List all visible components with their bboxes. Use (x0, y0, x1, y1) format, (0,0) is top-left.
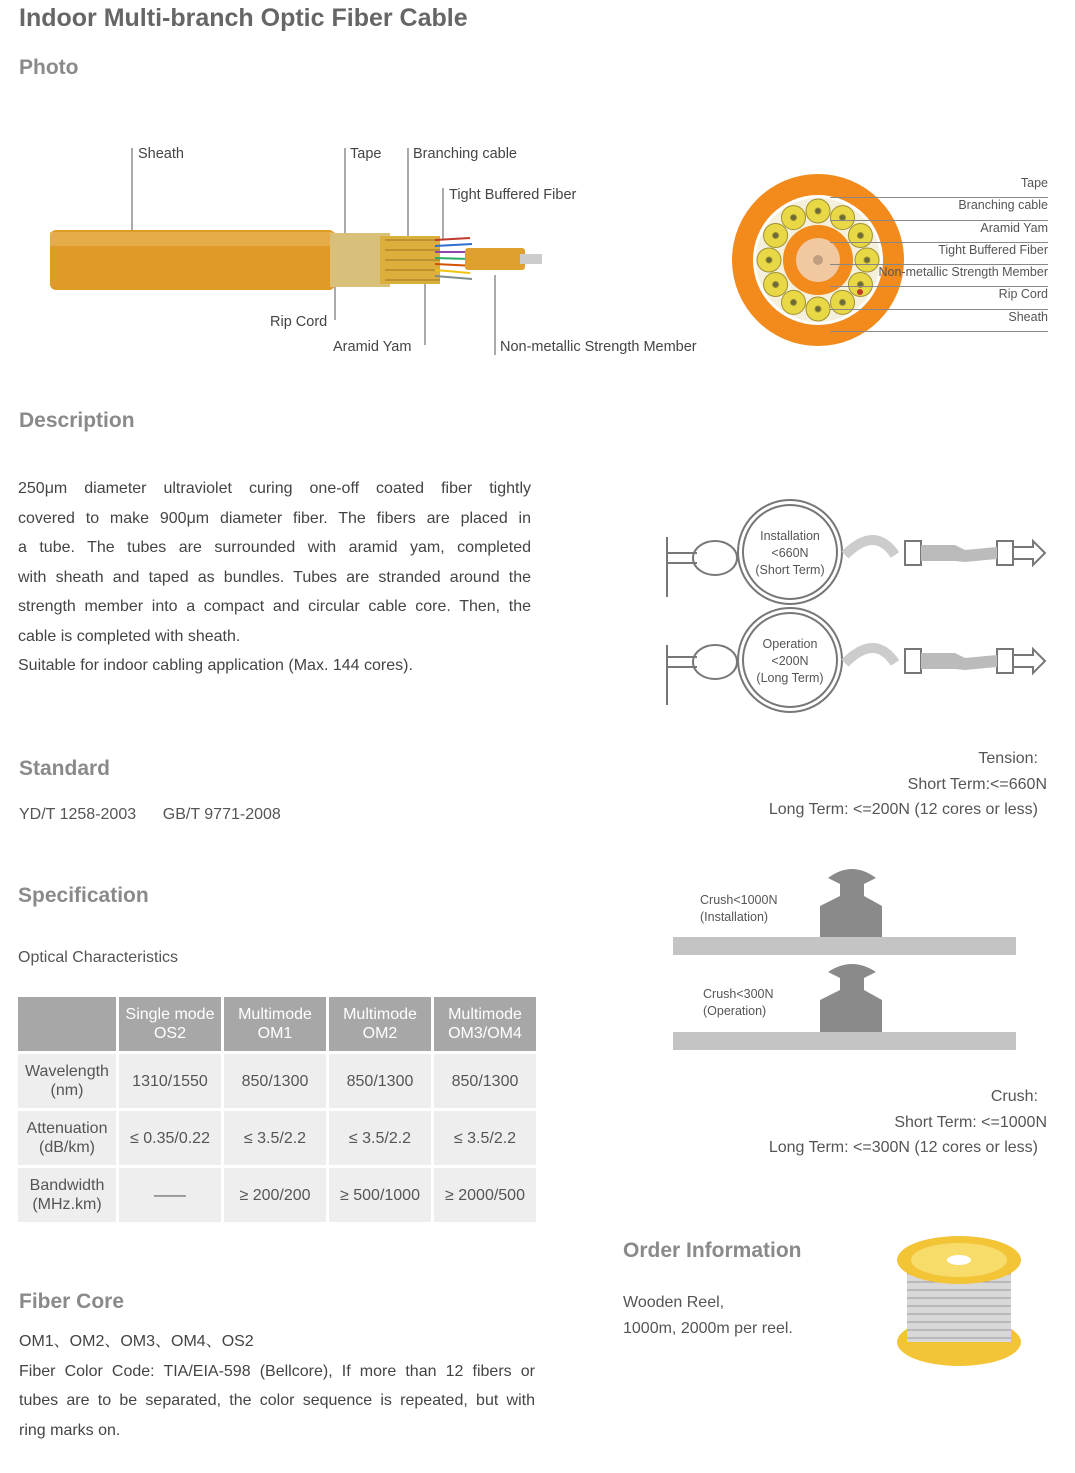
description-heading: Description (19, 409, 135, 432)
strength-member-label: Non-metallic Strength Member (500, 339, 697, 355)
table-cell: —— (119, 1168, 221, 1222)
table-cell: ≤ 3.5/2.2 (224, 1111, 326, 1165)
description-text (18, 474, 531, 681)
aramid-yam-label: Aramid Yam (333, 339, 412, 355)
cs-label-aramid: Aramid Yam (830, 221, 1048, 243)
photo-heading: Photo (19, 56, 79, 79)
table-cell: ≤ 3.5/2.2 (329, 1111, 431, 1165)
tension-operation-label (746, 636, 834, 687)
branching-cable-label: Branching cable (413, 146, 517, 162)
table-cell: 850/1300 (434, 1054, 536, 1108)
table-cell: ≥ 500/1000 (329, 1168, 431, 1222)
fiber-core-types: OM1、OM2、OM3、OM4、OS2 (19, 1333, 254, 1350)
crush-heading: Crush: (990, 1088, 1038, 1105)
page-title: Indoor Multi-branch Optic Fiber Cable (19, 4, 468, 32)
fiber-core-text (19, 1327, 535, 1445)
tension-values (700, 746, 1047, 823)
tube-fiber (815, 306, 821, 312)
fiber-color-line: ring marks on. (19, 1421, 121, 1439)
table-cell: 850/1300 (224, 1054, 326, 1108)
row-header: Wavelength (nm) (18, 1054, 116, 1108)
row-header: Bandwidth (MHz.km) (18, 1168, 116, 1222)
column-header: Multimode OM1 (224, 997, 326, 1051)
description-line: Suitable for indoor cabling application (Max. 144 cores). (18, 657, 413, 674)
tube-fiber (791, 215, 797, 221)
tension-short: Short Term:<=660N (907, 775, 1047, 793)
tension-installation-label (746, 528, 834, 579)
order-text (623, 1290, 793, 1342)
column-header: Multimode OM2 (329, 997, 431, 1051)
tension-install-line: Installation (760, 529, 820, 543)
tube-fiber (766, 257, 772, 263)
sheath-label: Sheath (138, 146, 184, 162)
crush-long: Long Term: <=300N (12 cores or less) (768, 1139, 1038, 1156)
cs-label-tbf: Tight Buffered Fiber (830, 243, 1048, 265)
fiber-color-line: Fiber Color Code: TIA/EIA-598 (Bellcore), If more than 12 fibers or (19, 1362, 535, 1380)
tube-fiber (791, 299, 797, 305)
tension-oper-line: <200N (771, 654, 809, 668)
standard-heading: Standard (19, 757, 111, 780)
wooden-reel-image (893, 1230, 1028, 1370)
tube-fiber (815, 208, 821, 214)
tight-buffered-fiber-label: Tight Buffered Fiber (449, 187, 577, 203)
tension-install-line: <660N (771, 546, 809, 560)
tension-diagram (655, 495, 1055, 720)
description-line: cable is completed with sheath. (18, 627, 241, 645)
crush-diagram (670, 860, 1020, 1055)
description-line: a tube. The tubes are surrounded with aramid yam, completed (18, 539, 531, 556)
crush-install-line: Crush<1000N (700, 893, 778, 907)
standard-values: YD/T 1258-2003 GB/T 9771-2008 (19, 806, 281, 823)
crush-install-line: (Installation) (700, 910, 769, 924)
crush-values (700, 1084, 1047, 1161)
tape-label: Tape (350, 146, 382, 162)
tension-heading: Tension: (978, 750, 1038, 767)
description-line: with sheath and taped as bundles. Tubes are stranded around the (18, 568, 531, 586)
fiber-core-heading: Fiber Core (19, 1290, 125, 1313)
tension-oper-line: (Long Term) (756, 671, 824, 685)
crush-short: Short Term: <=1000N (894, 1113, 1047, 1131)
order-heading: Order Information (623, 1239, 802, 1262)
crush-installation-label (700, 892, 777, 926)
description-line: 250μm diameter ultraviolet curing one-off coated fiber tightly (18, 480, 531, 497)
cs-label-branching: Branching cable (830, 198, 1048, 220)
order-line: 1000m, 2000m per reel. (623, 1320, 793, 1337)
table-row (18, 1168, 536, 1222)
tension-long: Long Term: <=200N (12 cores or less) (768, 801, 1038, 818)
table-cell: ≤ 3.5/2.2 (434, 1111, 536, 1165)
order-line: Wooden Reel, (623, 1294, 725, 1311)
table-cell: ≤ 0.35/0.22 (119, 1111, 221, 1165)
cs-label-ripcord: Rip Cord (830, 287, 1048, 309)
description-line: covered to make 900μm diameter fiber. The fibers are placed in (18, 509, 531, 527)
column-header: Multimode OM3/OM4 (434, 997, 536, 1051)
optical-characteristics-table (15, 994, 539, 1225)
table-row (18, 1111, 536, 1165)
cable-side-view (40, 140, 740, 370)
tube-fiber (773, 233, 779, 239)
crush-operation-label (703, 986, 774, 1020)
fiber-color-line: tubes are to be separated, the color sequence is repeated, but with (19, 1392, 535, 1409)
table-cell: 850/1300 (329, 1054, 431, 1108)
specification-subheading: Optical Characteristics (18, 949, 179, 966)
table-header-row (18, 997, 536, 1051)
cs-label-sheath: Sheath (830, 310, 1048, 332)
table-cell: ≥ 2000/500 (434, 1168, 536, 1222)
cs-label-tape: Tape (830, 176, 1048, 198)
description-line: strength member into a compact and circular cable core. Then, the (18, 598, 531, 615)
table-corner (18, 997, 116, 1051)
tension-install-line: (Short Term) (755, 563, 825, 577)
column-header: Single mode OS2 (119, 997, 221, 1051)
cs-label-strength: Non-metallic Strength Member (830, 265, 1048, 287)
tension-oper-line: Operation (762, 637, 818, 651)
table-cell: 1310/1550 (119, 1054, 221, 1108)
specification-heading: Specification (18, 884, 149, 907)
table-cell: ≥ 200/200 (224, 1168, 326, 1222)
row-header: Attenuation (dB/km) (18, 1111, 116, 1165)
cross-section-labels (830, 176, 1048, 332)
table-row (18, 1054, 536, 1108)
crush-oper-line: Crush<300N (703, 987, 774, 1001)
crush-oper-line: (Operation) (703, 1004, 767, 1018)
tube-fiber (773, 282, 779, 288)
rip-cord-label: Rip Cord (270, 314, 328, 330)
